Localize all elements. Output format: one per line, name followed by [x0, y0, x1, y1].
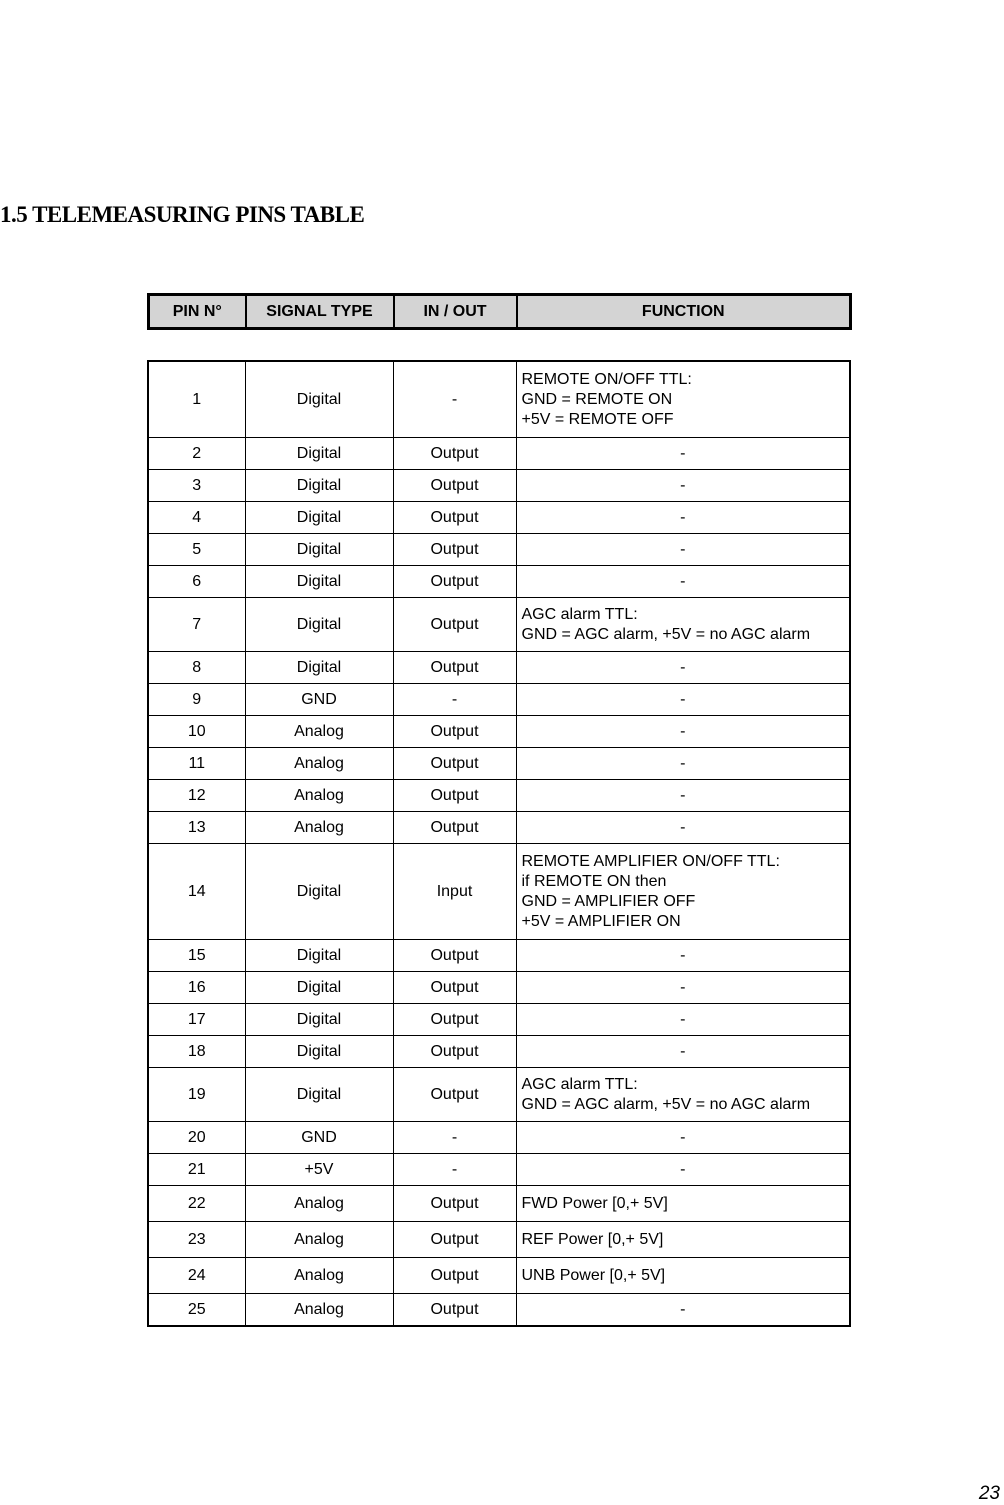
table-row [148, 812, 850, 844]
function-line: FWD Power [0,+ 5V] [521, 1194, 668, 1212]
in-out-cell: Output [393, 652, 516, 684]
pin-number-cell: 20 [148, 1122, 245, 1154]
pin-number-cell: 18 [148, 1036, 245, 1068]
table-row [148, 1068, 850, 1122]
table-row [148, 534, 850, 566]
function-cell [516, 844, 850, 940]
signal-type-cell: Analog [245, 1186, 393, 1222]
function-line: UNB Power [0,+ 5V] [521, 1266, 666, 1284]
function-cell [516, 1222, 850, 1258]
pin-number-cell: 7 [148, 598, 245, 652]
table-row [148, 1294, 850, 1327]
signal-type-cell: GND [245, 684, 393, 716]
section-title: 1.5 TELEMEASURING PINS TABLE [0, 202, 365, 227]
table-row [148, 940, 850, 972]
table-row [148, 1222, 850, 1258]
function-cell [516, 812, 850, 844]
function-line: REMOTE AMPLIFIER ON/OFF TTL: [521, 852, 780, 870]
function-cell [516, 534, 850, 566]
signal-type-cell: Analog [245, 1294, 393, 1327]
in-out-cell: Output [393, 940, 516, 972]
signal-type-cell: Digital [245, 1004, 393, 1036]
function-cell [516, 1154, 850, 1186]
in-out-cell: Output [393, 566, 516, 598]
function-cell [516, 470, 850, 502]
function-line: REF Power [0,+ 5V] [521, 1230, 664, 1248]
in-out-cell: Output [393, 1068, 516, 1122]
function-line: GND = AMPLIFIER OFF [521, 892, 696, 910]
pin-number-cell: 10 [148, 716, 245, 748]
pin-number-cell: 9 [148, 684, 245, 716]
function-line: - [680, 658, 686, 676]
pin-number-cell: 12 [148, 780, 245, 812]
function-cell [516, 566, 850, 598]
function-line: if REMOTE ON then [521, 872, 667, 890]
table-row [148, 716, 850, 748]
table-row [148, 652, 850, 684]
function-cell [516, 684, 850, 716]
function-line: - [680, 540, 686, 558]
table-row [148, 438, 850, 470]
signal-type-cell: Analog [245, 1258, 393, 1294]
pin-number-cell: 16 [148, 972, 245, 1004]
signal-type-cell: +5V [245, 1154, 393, 1186]
signal-type-cell: Analog [245, 780, 393, 812]
table-row [148, 1186, 850, 1222]
in-out-cell: Output [393, 598, 516, 652]
function-line: GND = REMOTE ON [521, 390, 673, 408]
in-out-cell: Output [393, 780, 516, 812]
in-out-cell: Output [393, 502, 516, 534]
function-cell [516, 1294, 850, 1327]
signal-type-cell: Digital [245, 652, 393, 684]
function-line: AGC alarm TTL: [521, 605, 638, 623]
function-line: - [680, 476, 686, 494]
signal-type-cell: Digital [245, 470, 393, 502]
signal-type-cell: Digital [245, 940, 393, 972]
in-out-cell: Output [393, 1294, 516, 1327]
function-cell [516, 361, 850, 438]
in-out-cell: Output [393, 716, 516, 748]
function-line: - [680, 508, 686, 526]
table-row [148, 748, 850, 780]
table-row [148, 1122, 850, 1154]
signal-type-cell: Digital [245, 598, 393, 652]
function-line: GND = AGC alarm, +5V = no AGC alarm [521, 625, 811, 643]
in-out-cell: Output [393, 812, 516, 844]
pin-number-cell: 21 [148, 1154, 245, 1186]
pin-number-cell: 11 [148, 748, 245, 780]
function-line: - [680, 818, 686, 836]
signal-type-cell: GND [245, 1122, 393, 1154]
header-function: FUNCTION [517, 295, 851, 329]
table-row [148, 1258, 850, 1294]
function-cell [516, 716, 850, 748]
function-line: - [680, 690, 686, 708]
table-row [148, 566, 850, 598]
pins-table [147, 360, 851, 1327]
function-line: REMOTE ON/OFF TTL: [521, 370, 692, 388]
function-line: - [680, 1128, 686, 1146]
pins-table-header [147, 293, 852, 330]
function-line: - [680, 786, 686, 804]
pin-number-cell: 22 [148, 1186, 245, 1222]
header-signal-type: SIGNAL TYPE [246, 295, 394, 329]
function-cell [516, 1186, 850, 1222]
in-out-cell: Output [393, 748, 516, 780]
signal-type-cell: Digital [245, 502, 393, 534]
in-out-cell: - [393, 1154, 516, 1186]
signal-type-cell: Digital [245, 1068, 393, 1122]
table-row [148, 780, 850, 812]
function-cell [516, 1258, 850, 1294]
in-out-cell: Output [393, 470, 516, 502]
signal-type-cell: Analog [245, 716, 393, 748]
function-line: - [680, 946, 686, 964]
function-cell [516, 598, 850, 652]
signal-type-cell: Digital [245, 972, 393, 1004]
pin-number-cell: 19 [148, 1068, 245, 1122]
pin-number-cell: 5 [148, 534, 245, 566]
table-row [148, 598, 850, 652]
header-pin: PIN N° [149, 295, 246, 329]
table-row [148, 470, 850, 502]
in-out-cell: - [393, 1122, 516, 1154]
function-cell [516, 1004, 850, 1036]
page-number: 23 [978, 1483, 1000, 1504]
in-out-cell: Input [393, 844, 516, 940]
function-line: - [680, 978, 686, 996]
table-row [148, 502, 850, 534]
function-cell [516, 652, 850, 684]
function-line: - [680, 754, 686, 772]
function-line: +5V = REMOTE OFF [521, 410, 674, 428]
pin-number-cell: 2 [148, 438, 245, 470]
function-cell [516, 502, 850, 534]
signal-type-cell: Digital [245, 844, 393, 940]
function-cell [516, 940, 850, 972]
in-out-cell: - [393, 684, 516, 716]
table-row [148, 361, 850, 438]
table-row [148, 1004, 850, 1036]
signal-type-cell: Analog [245, 748, 393, 780]
function-line: +5V = AMPLIFIER ON [521, 912, 681, 930]
pin-number-cell: 17 [148, 1004, 245, 1036]
in-out-cell: Output [393, 1258, 516, 1294]
pin-number-cell: 25 [148, 1294, 245, 1327]
table-row [148, 844, 850, 940]
in-out-cell: Output [393, 972, 516, 1004]
pin-number-cell: 14 [148, 844, 245, 940]
table-row [148, 684, 850, 716]
header-in-out: IN / OUT [394, 295, 517, 329]
in-out-cell: Output [393, 1186, 516, 1222]
header-row [149, 295, 851, 329]
function-cell [516, 1122, 850, 1154]
function-cell [516, 1036, 850, 1068]
table-row [148, 972, 850, 1004]
function-line: GND = AGC alarm, +5V = no AGC alarm [521, 1095, 811, 1113]
function-line: - [680, 572, 686, 590]
table-row [148, 1036, 850, 1068]
pin-number-cell: 8 [148, 652, 245, 684]
in-out-cell: Output [393, 534, 516, 566]
in-out-cell: Output [393, 1222, 516, 1258]
function-line: - [680, 1042, 686, 1060]
function-cell [516, 972, 850, 1004]
signal-type-cell: Analog [245, 1222, 393, 1258]
in-out-cell: - [393, 361, 516, 438]
function-line: - [680, 1010, 686, 1028]
pin-number-cell: 3 [148, 470, 245, 502]
signal-type-cell: Digital [245, 1036, 393, 1068]
pin-number-cell: 24 [148, 1258, 245, 1294]
signal-type-cell: Digital [245, 438, 393, 470]
in-out-cell: Output [393, 438, 516, 470]
in-out-cell: Output [393, 1036, 516, 1068]
signal-type-cell: Digital [245, 361, 393, 438]
function-line: - [680, 1160, 686, 1178]
function-line: - [680, 444, 686, 462]
pin-number-cell: 4 [148, 502, 245, 534]
function-cell [516, 438, 850, 470]
pin-number-cell: 1 [148, 361, 245, 438]
function-line: AGC alarm TTL: [521, 1075, 638, 1093]
function-line: - [680, 722, 686, 740]
function-cell [516, 748, 850, 780]
signal-type-cell: Digital [245, 534, 393, 566]
pin-number-cell: 13 [148, 812, 245, 844]
signal-type-cell: Analog [245, 812, 393, 844]
pins-table-body [148, 361, 850, 1326]
function-line: - [680, 1300, 686, 1318]
pin-number-cell: 15 [148, 940, 245, 972]
function-cell [516, 780, 850, 812]
table-row [148, 1154, 850, 1186]
function-cell [516, 1068, 850, 1122]
signal-type-cell: Digital [245, 566, 393, 598]
in-out-cell: Output [393, 1004, 516, 1036]
pin-number-cell: 23 [148, 1222, 245, 1258]
pin-number-cell: 6 [148, 566, 245, 598]
